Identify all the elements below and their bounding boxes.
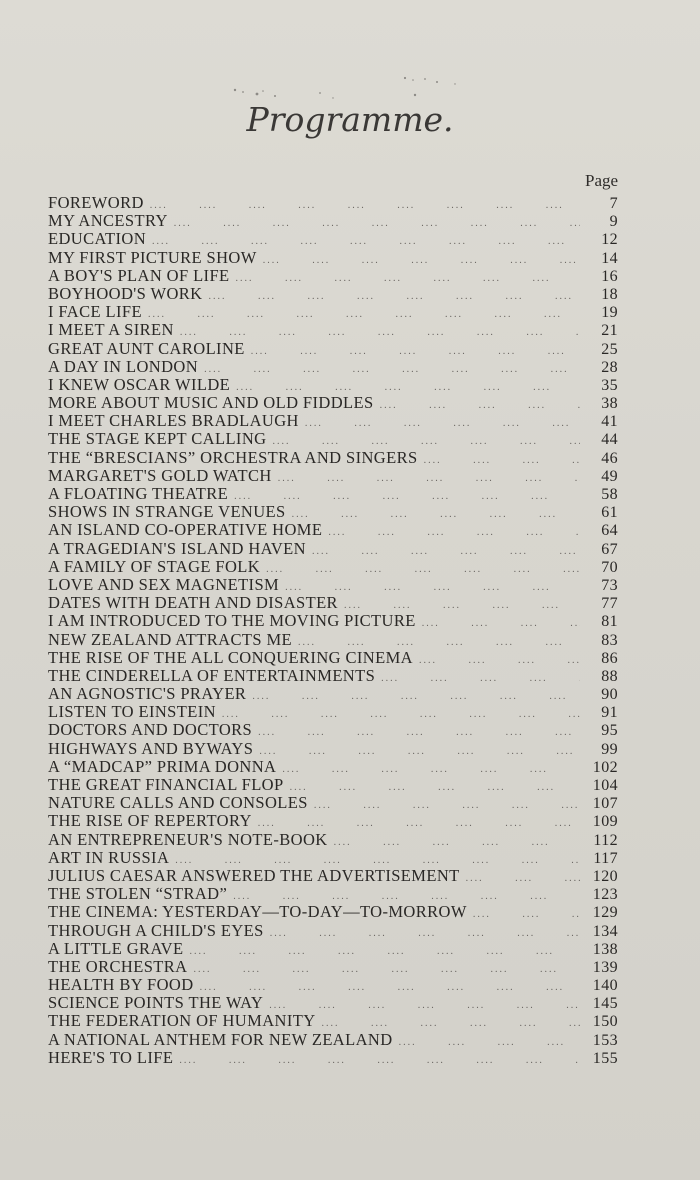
dot-leader — [467, 906, 580, 924]
toc-entry — [48, 503, 618, 521]
toc-entry-title: A “MADCAP” PRIMA DONNA — [48, 756, 277, 776]
toc-entry-page: 88 — [601, 667, 618, 685]
dot-leader — [272, 470, 580, 488]
toc-entry — [48, 721, 618, 739]
toc-entry-page: 7 — [609, 195, 618, 212]
toc-entry-page: 28 — [601, 358, 618, 376]
dot-leader — [183, 943, 580, 961]
toc-entry-title: AN ISLAND CO-OPERATIVE HOME — [48, 520, 323, 540]
toc-entry-page: 25 — [601, 340, 618, 358]
toc-entry — [48, 631, 618, 649]
toc-entry — [48, 612, 618, 630]
toc-entry-page: 41 — [601, 413, 618, 431]
toc-entry — [48, 903, 618, 921]
toc-entry-page: 90 — [601, 686, 618, 704]
dot-leader — [168, 215, 580, 233]
toc-entry — [48, 940, 618, 958]
toc-entry — [48, 358, 618, 376]
toc-entry-page: 139 — [592, 958, 618, 976]
toc-entry — [48, 540, 618, 558]
toc-entry — [48, 376, 618, 394]
dot-leader — [216, 706, 580, 724]
toc-entry-title: SCIENCE POINTS THE WAY — [48, 993, 264, 1013]
toc-entry-title: THE ORCHESTRA — [48, 956, 188, 976]
toc-entry-title: AN AGNOSTIC'S PRAYER — [48, 684, 247, 704]
toc-entry — [48, 685, 618, 703]
toc-entry-page: 46 — [601, 449, 618, 467]
dot-leader — [416, 615, 580, 633]
toc-entry-page: 64 — [601, 522, 618, 540]
dot-leader — [252, 724, 580, 742]
toc-entry-page: 86 — [601, 649, 618, 667]
dot-leader — [230, 270, 581, 288]
toc-entry-title: HEALTH BY FOOD — [48, 975, 194, 995]
toc-entry-page: 120 — [592, 867, 618, 885]
dot-leader — [418, 452, 580, 470]
toc-entry-page: 99 — [601, 740, 618, 758]
toc-entry-page: 21 — [601, 322, 618, 340]
toc-entry — [48, 649, 618, 667]
toc-entry-page: 49 — [601, 467, 618, 485]
toc-entry-page: 44 — [601, 431, 618, 449]
toc-entry-page: 104 — [592, 777, 618, 794]
toc-entry-title: DATES WITH DEATH AND DISASTER — [48, 593, 338, 613]
toc-entry-page: 129 — [592, 904, 618, 922]
toc-entry-title: ART IN RUSSIA — [48, 847, 170, 867]
dot-leader — [203, 288, 581, 306]
toc-entry — [48, 831, 618, 849]
table-of-contents — [48, 194, 618, 1067]
toc-entry-title: THE CINEMA: YESTERDAY—TO-DAY—TO-MORROW — [48, 902, 467, 922]
toc-entry-page: 35 — [601, 376, 618, 394]
toc-entry-title: A TRAGEDIAN'S ISLAND HAVEN — [48, 538, 306, 558]
toc-entry-title: THE STOLEN “STRAD” — [48, 884, 228, 904]
toc-entry-page: 117 — [593, 849, 618, 867]
toc-entry-title: A LITTLE GRAVE — [48, 938, 184, 958]
toc-entry-page: 16 — [601, 267, 618, 285]
toc-entry-title: THE “BRESCIANS” ORCHESTRA AND SINGERS — [48, 447, 418, 467]
toc-entry-page: 145 — [592, 995, 618, 1013]
toc-entry — [48, 467, 618, 485]
toc-entry — [48, 558, 618, 576]
toc-entry — [48, 812, 618, 830]
dot-leader — [188, 961, 581, 979]
toc-entry — [48, 1031, 618, 1049]
toc-entry-page: 95 — [601, 722, 618, 740]
toc-entry-title: JULIUS CAESAR ANSWERED THE ADVERTISEMENT — [48, 865, 460, 885]
toc-entry-page: 67 — [601, 540, 618, 558]
toc-entry-page: 91 — [601, 704, 618, 722]
dot-leader — [260, 561, 580, 579]
toc-entry — [48, 321, 618, 339]
toc-entry-title: THE RISE OF REPERTORY — [48, 811, 252, 831]
toc-entry-page: 73 — [601, 576, 618, 594]
toc-entry-page: 77 — [601, 595, 618, 613]
dot-leader — [264, 925, 580, 943]
toc-entry-title: A FLOATING THEATRE — [48, 484, 229, 503]
dot-leader — [413, 652, 580, 670]
toc-entry-page: 153 — [592, 1031, 618, 1049]
toc-entry — [48, 267, 618, 285]
toc-entry — [48, 394, 618, 412]
toc-entry-title: BOYHOOD'S WORK — [48, 283, 203, 303]
dot-leader — [142, 306, 580, 324]
page-title: Programme. — [246, 100, 454, 139]
toc-entry-page: 70 — [601, 558, 618, 576]
toc-entry-title: HIGHWAYS AND BYWAYS — [48, 738, 254, 758]
toc-entry-title: THE GREAT FINANCIAL FLOP — [48, 775, 284, 794]
toc-entry — [48, 740, 618, 758]
dot-leader — [245, 343, 580, 361]
toc-entry-title: I MEET A SIREN — [48, 320, 174, 340]
toc-entry-page: 109 — [592, 813, 618, 831]
toc-entry-title: A FAMILY OF STAGE FOLK — [48, 556, 261, 576]
toc-entry-page: 83 — [601, 631, 618, 649]
toc-entry-title: A DAY IN LONDON — [48, 356, 199, 376]
toc-entry-page: 61 — [601, 504, 618, 522]
toc-entry-title: I MEET CHARLES BRADLAUGH — [48, 411, 299, 431]
toc-entry — [48, 249, 618, 267]
toc-entry-page: 150 — [592, 1013, 618, 1031]
toc-entry-page: 123 — [592, 886, 618, 904]
toc-entry-title: THE RISE OF THE ALL CONQUERING CINEMA — [48, 647, 413, 667]
toc-entry-title: FOREWORD — [48, 193, 144, 212]
toc-entry — [48, 794, 618, 812]
toc-entry-page: 102 — [592, 758, 618, 776]
dot-leader — [286, 506, 580, 524]
toc-entry — [48, 430, 618, 448]
toc-entry — [48, 340, 618, 358]
toc-entry-title: GREAT AUNT CAROLINE — [48, 338, 245, 358]
dot-leader — [299, 415, 580, 433]
page-column-heading: Page — [585, 171, 619, 190]
dot-leader — [374, 397, 580, 415]
toc-entry-page: 107 — [592, 795, 618, 813]
dot-leader — [144, 197, 580, 215]
dot-leader — [460, 870, 580, 888]
toc-entry — [48, 412, 618, 430]
toc-entry-page: 14 — [601, 249, 618, 267]
toc-entry-title: EDUCATION — [48, 229, 147, 249]
toc-entry — [48, 212, 618, 230]
toc-entry-title: LOVE AND SEX MAGNETISM — [48, 574, 280, 594]
dot-leader — [246, 688, 580, 706]
toc-entry-page: 155 — [592, 1049, 618, 1067]
toc-entry-page: 138 — [592, 940, 618, 958]
toc-entry-page: 12 — [601, 231, 618, 249]
dot-leader — [322, 524, 580, 542]
toc-entry — [48, 594, 618, 612]
toc-entry-title: NATURE CALLS AND CONSOLES — [48, 793, 308, 813]
toc-entry-title: MY ANCESTRY — [48, 211, 168, 231]
toc-entry-title: NEW ZEALAND ATTRACTS ME — [48, 629, 293, 649]
toc-entry-title: DOCTORS AND DOCTORS — [48, 720, 253, 740]
toc-entry-page: 38 — [601, 395, 618, 413]
toc-entry — [48, 976, 618, 994]
toc-entry — [48, 485, 618, 503]
toc-entry — [48, 776, 618, 794]
toc-entry — [48, 449, 618, 467]
toc-entry-title: MARGARET'S GOLD WATCH — [48, 465, 272, 485]
toc-entry-page: 18 — [601, 285, 618, 303]
dot-leader — [375, 670, 580, 688]
toc-entry — [48, 849, 618, 867]
toc-entry-title: THE CINDERELLA OF ENTERTAINMENTS — [48, 665, 376, 685]
toc-entry — [48, 922, 618, 940]
toc-entry-title: THE FEDERATION OF HUMANITY — [48, 1011, 316, 1031]
toc-entry — [48, 285, 618, 303]
toc-entry-page: 58 — [601, 486, 618, 503]
dot-leader — [198, 361, 580, 379]
toc-entry — [48, 667, 618, 685]
toc-entry — [48, 576, 618, 594]
toc-entry-title: MY FIRST PICTURE SHOW — [48, 247, 257, 267]
toc-entry — [48, 521, 618, 539]
toc-entry-title: A NATIONAL ANTHEM FOR NEW ZEALAND — [48, 1029, 393, 1049]
dot-leader — [253, 743, 580, 761]
toc-entry — [48, 758, 618, 776]
toc-entry-title: I KNEW OSCAR WILDE — [48, 374, 231, 394]
toc-entry — [48, 194, 618, 212]
toc-entry — [48, 303, 618, 321]
toc-entry-title: A BOY'S PLAN OF LIFE — [48, 265, 230, 285]
toc-entry — [48, 994, 618, 1012]
dot-leader — [328, 834, 580, 852]
toc-entry-page: 140 — [592, 977, 618, 995]
toc-entry — [48, 1049, 618, 1067]
dot-leader — [393, 1034, 580, 1052]
toc-entry-page: 112 — [593, 831, 618, 849]
toc-entry — [48, 867, 618, 885]
toc-entry — [48, 1012, 618, 1030]
toc-entry — [48, 230, 618, 248]
toc-entry-page: 81 — [601, 613, 618, 631]
dot-leader — [276, 761, 580, 779]
toc-entry-title: THE STAGE KEPT CALLING — [48, 429, 267, 449]
toc-entry-title: SHOWS IN STRANGE VENUES — [48, 502, 286, 522]
dot-leader — [173, 1052, 580, 1070]
toc-entry-page: 9 — [609, 213, 618, 231]
toc-entry-title: THROUGH A CHILD'S EYES — [48, 920, 264, 940]
toc-entry-title: I FACE LIFE — [48, 302, 142, 322]
toc-entry-title: AN ENTREPRENEUR'S NOTE-BOOK — [48, 829, 328, 849]
toc-entry-title: HERE'S TO LIFE — [48, 1047, 174, 1067]
dot-leader — [284, 779, 580, 797]
toc-entry-title: MORE ABOUT MUSIC AND OLD FIDDLES — [48, 393, 374, 413]
toc-entry-title: LISTEN TO EINSTEIN — [48, 702, 216, 722]
toc-entry — [48, 703, 618, 721]
toc-entry — [48, 958, 618, 976]
dot-leader — [306, 543, 580, 561]
toc-entry-page: 19 — [601, 304, 618, 322]
dot-leader — [257, 252, 580, 270]
toc-entry-title: I AM INTRODUCED TO THE MOVING PICTURE — [48, 611, 416, 631]
dot-leader — [308, 797, 580, 815]
toc-entry — [48, 885, 618, 903]
toc-entry-page: 134 — [592, 922, 618, 940]
